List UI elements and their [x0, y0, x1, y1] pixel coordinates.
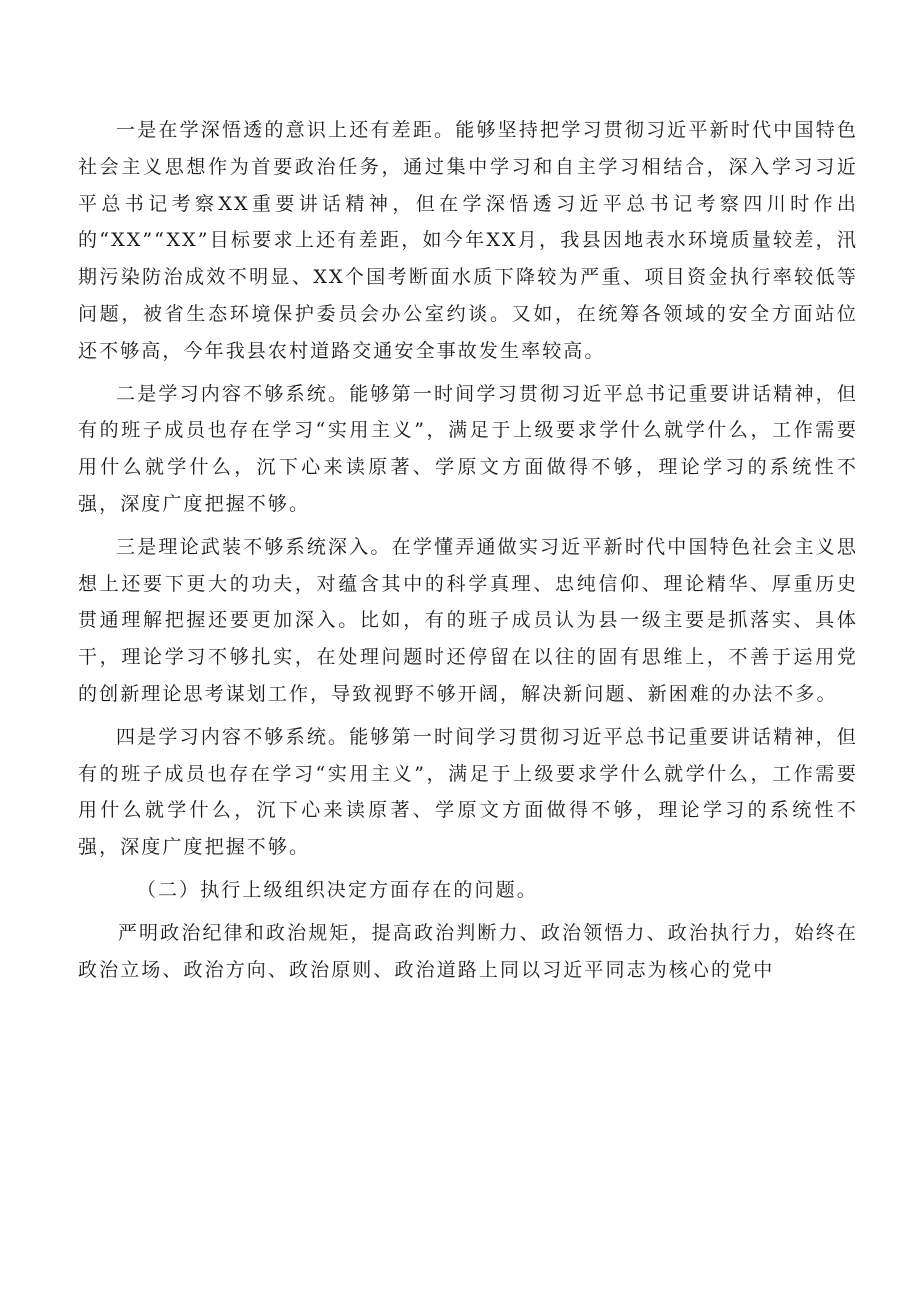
paragraph-3: 三是理论武装不够系统深入。在学懂弄通做实习近平新时代中国特色社会主义思想上还要下更大的功夫，对蕴含其中的科学真理、忠纯信仰、理论精华、厚重历史贯通理解把握还要更加深入。比如，有的班子成员认为县一级主要是抓落实、具体干，理论学习不够扎实，在处理问题时还停留在以往的固有思维上，不善于运用党的创新理论思考谋划工作，导致视野不够开阔，解决新问题、新困难的办法不多。 — [78, 535, 858, 705]
paragraph-5: 严明政治纪律和政治规矩，提高政治判断力、政治领悟力、政治执行力，始终在政治立场、政治方向、政治原则、政治道路上同以习近平同志为核心的党中 — [78, 921, 858, 981]
paragraph-1: 一是在学深悟透的意识上还有差距。能够坚持把学习贯彻习近平新时代中国特色社会主义思想作为首要政治任务，通过集中学习和自主学习相结合，深入学习习近平总书记考察XX重要讲话精神，但在学深悟透习近平总书记考察四川时作出的“XX”“XX”目标要求上还有差距，如今年XX月，我县因地表水环境质量较差，汛期污染防治成效不明显、XX个国考断面水质下降较为严重、项目资金执行率较低等问题，被省生态环境保护委员会办公室约谈。又如，在统筹各领域的安全方面站位还不够高，今年我县农村道路交通安全事故发生率较高。 — [78, 119, 858, 362]
section-subheading: （二）执行上级组织决定方面存在的问题。 — [136, 878, 538, 901]
document-body — [78, 112, 858, 994]
paragraph-2: 二是学习内容不够系统。能够第一时间学习贯彻习近平总书记重要讲话精神，但有的班子成员也存在学习“实用主义”，满足于上级要求学什么就学什么，工作需要用什么就学什么，沉下心来读原著、学原文方面做得不够，理论学习的系统性不强，深度广度把握不够。 — [78, 382, 858, 515]
paragraph-4: 四是学习内容不够系统。能够第一时间学习贯彻习近平总书记重要讲话精神，但有的班子成员也存在学习“实用主义”，满足于上级要求学什么就学什么，工作需要用什么就学什么，沉下心来读原著、学原文方面做得不够，理论学习的系统性不强，深度广度把握不够。 — [78, 725, 858, 859]
